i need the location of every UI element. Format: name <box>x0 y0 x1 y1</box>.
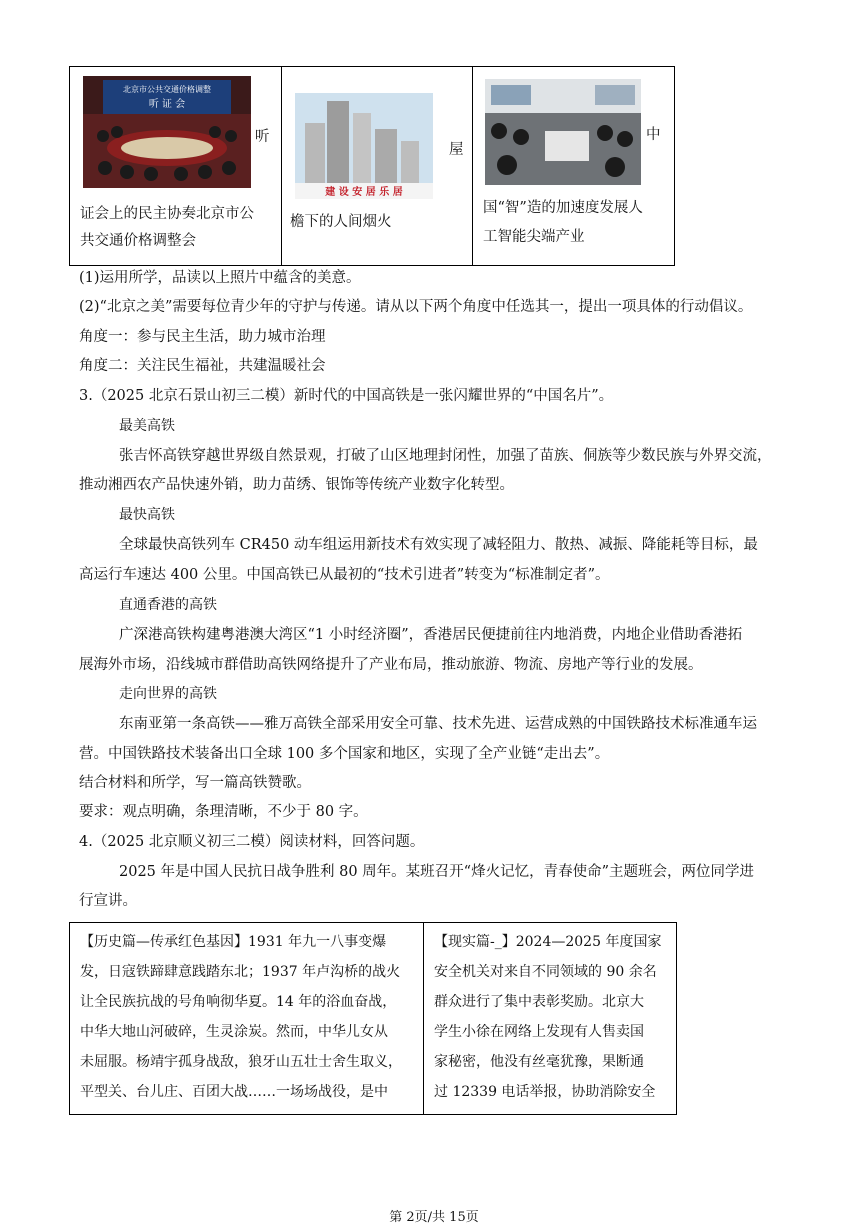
question-4-para-line-2: 行宣讲。 <box>79 893 137 909</box>
housing-caption-line1: 檐下的人间烟火 <box>290 214 392 230</box>
history-line: 未屈服。杨靖宇孤身战敌，狼牙山五壮士舍生取义， <box>80 1054 402 1070</box>
photo-table <box>69 66 675 266</box>
question-3-title: 3.（2025 北京石景山初三二模）新时代的中国高铁是一张闪耀世界的“中国名片”。 <box>79 388 614 404</box>
history-line: 发，日寇铁蹄肆意践踏东北；1937 年卢沟桥的战火 <box>80 964 401 980</box>
history-column <box>70 923 423 1114</box>
section-4-line-1: 东南亚第一条高铁——雅万高铁全部采用安全可靠、技术先进、运营成熟的中国铁路技术标准通车运 <box>119 716 757 732</box>
material-table <box>69 922 677 1115</box>
reality-line: 家秘密，他没有丝毫犹豫，果断通 <box>434 1054 644 1070</box>
reality-column <box>423 923 677 1114</box>
history-line: 【历史篇—传承红色基因】1931 年九一八事变爆 <box>80 934 387 950</box>
section-2-line-2: 高运行车速达 400 公里。中国高铁已从最初的“技术引进者”转变为“标准制定者”。 <box>79 567 610 583</box>
question-2: (2)“北京之美”需要每位青少年的守护与传递。请从以下两个角度中任选其一，提出一项具体的行动倡议。 <box>79 299 753 315</box>
svg-text:建 设 安 居 乐 居: 建 设 安 居 乐 居 <box>325 187 403 198</box>
reality-line: 学生小徐在网络上发现有人售卖国 <box>434 1024 644 1040</box>
history-line: 平型关、台儿庄、百团大战……一场场战役，是中 <box>80 1084 388 1100</box>
hearing-photo <box>83 76 251 188</box>
history-line: 中华大地山河破碎，生灵涂炭。然而，中华儿女从 <box>80 1024 388 1040</box>
ai-caption-line1: 国“智”造的加速度发展人 <box>483 200 643 216</box>
ai-expo-photo <box>485 79 641 185</box>
section-1-line-2: 推动湘西农产品快速外销，助力苗绣、银饰等传统产业数字化转型。 <box>79 477 514 493</box>
photo-cell-housing <box>281 67 473 265</box>
angle-2: 角度二：关注民生福祉，共建温暖社会 <box>79 358 326 374</box>
reality-line: 群众进行了集中表彰奖励。北京大 <box>434 994 644 1010</box>
reality-line: 过 12339 电话举报，协助消除安全 <box>434 1084 656 1100</box>
ai-side-char: 中 <box>646 127 661 143</box>
reality-line: 安全机关对来自不同领域的 90 余名 <box>434 964 657 980</box>
svg-text:听 证 会: 听 证 会 <box>148 99 186 110</box>
housing-side-char: 屋 <box>449 142 464 158</box>
section-3-line-2: 展海外市场，沿线城市群借助高铁网络提升了产业布局，推动旅游、物流、房地产等行业的发展。 <box>79 657 703 673</box>
section-title-world: 走向世界的高铁 <box>119 686 217 702</box>
photo-cell-hearing <box>70 67 281 265</box>
section-title-hongkong: 直通香港的高铁 <box>119 597 217 613</box>
housing-photo <box>295 93 433 199</box>
hearing-caption-line1: 证会上的民主协奏北京市公 <box>80 206 254 222</box>
section-2-line-1: 全球最快高铁列车 CR450 动车组运用新技术有效实现了减轻阻力、散热、减振、降能耗等目标，最 <box>119 537 758 553</box>
hearing-caption-line2: 共交通价格调整会 <box>80 233 196 249</box>
photo-cell-ai <box>472 67 676 265</box>
section-3-line-1: 广深港高铁构建粤港澳大湾区“1 小时经济圈”，香港居民便捷前往内地消费，内地企业借助香港拓 <box>119 627 743 643</box>
hearing-side-char: 听 <box>255 129 270 145</box>
section-title-fastest: 最快高铁 <box>119 507 175 523</box>
section-1-line-1: 张吉怀高铁穿越世界级自然景观，打破了山区地理封闭性，加强了苗族、侗族等少数民族与外界交流， <box>119 448 772 464</box>
question-3-task: 结合材料和所学，写一篇高铁赞歌。 <box>79 775 311 791</box>
ai-caption-line2: 工智能尖端产业 <box>483 229 585 245</box>
question-1: (1)运用所学，品读以上照片中蕴含的美意。 <box>79 270 361 286</box>
question-3-requirement: 要求：观点明确，条理清晰，不少于 80 字。 <box>79 804 368 820</box>
question-4-title: 4.（2025 北京顺义初三二模）阅读材料，回答问题。 <box>79 834 425 850</box>
section-title-most-beautiful: 最美高铁 <box>119 418 175 434</box>
angle-1: 角度一：参与民主生活，助力城市治理 <box>79 329 326 345</box>
page-footer: 第 2页/共 15页 <box>389 1210 479 1225</box>
svg-text:北京市公共交通价格调整: 北京市公共交通价格调整 <box>123 85 211 94</box>
history-line: 让全民族抗战的号角响彻华夏。14 年的浴血奋战， <box>80 994 397 1010</box>
reality-line: 【现实篇-_】2024—2025 年度国家 <box>434 934 662 950</box>
question-4-para-line-1: 2025 年是中国人民抗日战争胜利 80 周年。某班召开“烽火记忆，青春使命”主题班会，两位同学进 <box>119 864 755 880</box>
section-4-line-2: 营。中国铁路技术装备出口全球 100 多个国家和地区，实现了全产业链“走出去”。 <box>79 746 610 762</box>
